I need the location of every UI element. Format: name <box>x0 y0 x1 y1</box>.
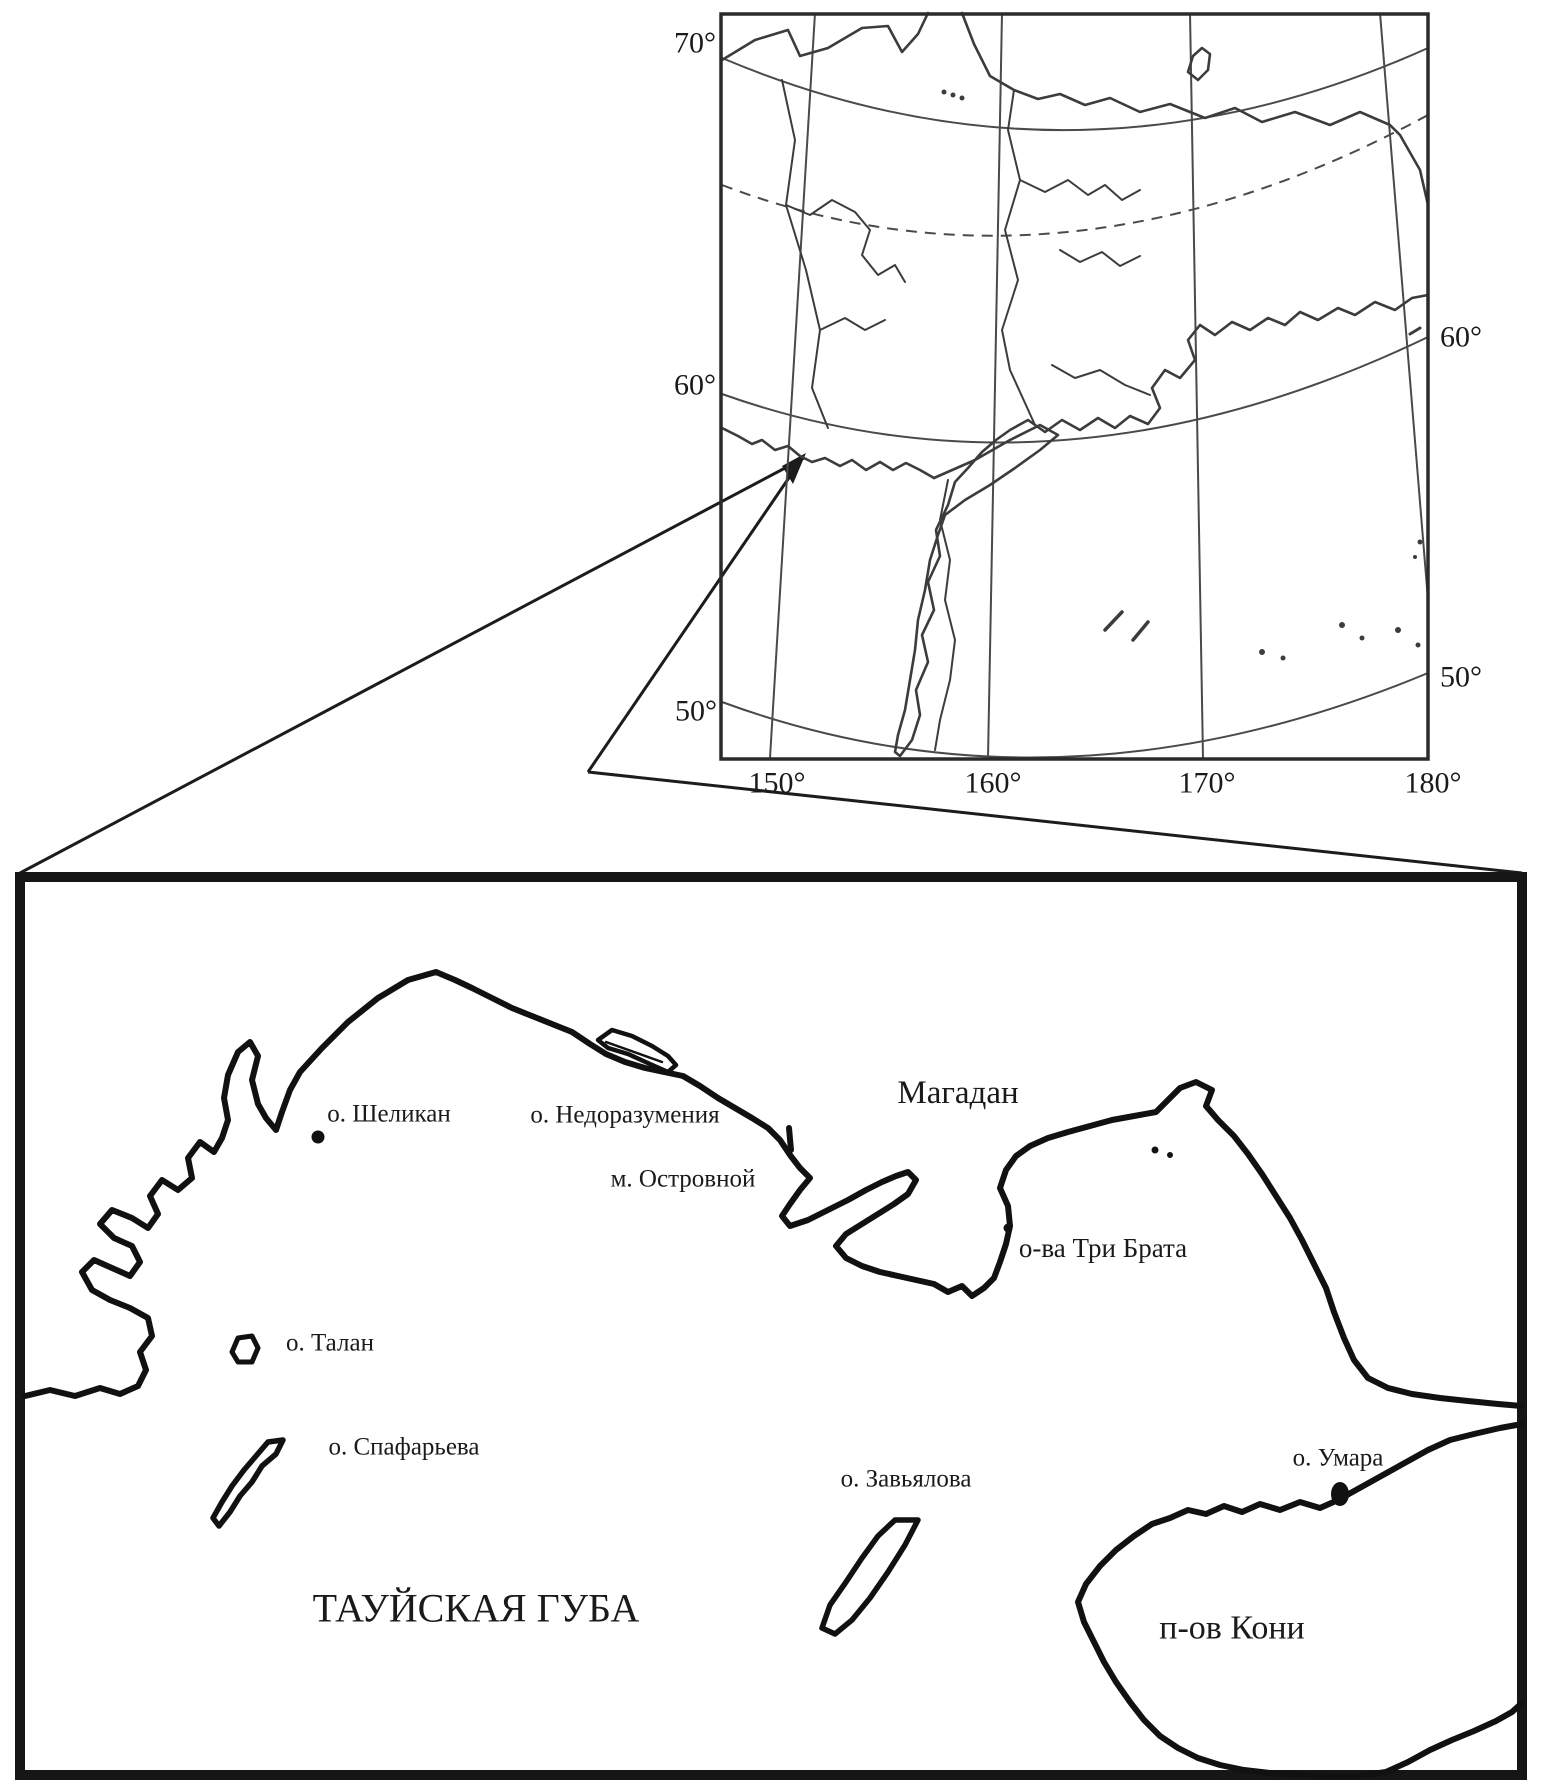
coast-rock-1 <box>1152 1147 1159 1154</box>
aleutian-dot-3 <box>1339 622 1345 628</box>
aleutian-dot-2 <box>1281 656 1286 661</box>
aleutian-dot-6 <box>1416 643 1421 648</box>
label-shelikan: о. Шеликан <box>327 1100 451 1128</box>
meridian-160 <box>988 13 1002 758</box>
coast-arctic-west <box>722 13 928 60</box>
locator-wedge <box>20 458 1522 873</box>
coast-dot-1 <box>942 90 947 95</box>
lat-label-60-right: 60° <box>1440 320 1482 354</box>
aleutian-dot-1 <box>1259 649 1265 655</box>
parallel-arctic-circle-dashed <box>722 115 1428 236</box>
river-west-branch <box>786 200 905 282</box>
meridian-170 <box>1190 13 1203 758</box>
aleutian-dot-4 <box>1360 636 1365 641</box>
river-west-branch2 <box>820 318 885 330</box>
label-talan: о. Талан <box>286 1329 374 1357</box>
sea-dot-2 <box>1413 555 1417 559</box>
lat-label-50-left: 50° <box>675 694 717 728</box>
aleutian-dot-5 <box>1395 627 1401 633</box>
coast-dot-3 <box>960 96 965 101</box>
wedge-line-right <box>588 772 1522 873</box>
lat-label-70-left: 70° <box>674 26 716 60</box>
shelikan-island-dot <box>312 1131 325 1144</box>
wedge-line-left <box>20 458 804 873</box>
label-ostrovnoy: м. Островной <box>610 1165 756 1193</box>
label-tauyskaya-guba: ТАУЙСКАЯ ГУБА <box>312 1585 640 1631</box>
parallel-50 <box>722 673 1428 758</box>
island-sliver-1 <box>1105 612 1122 630</box>
coast-okhotsk-north <box>722 428 934 478</box>
label-nedorazumeniya: о. Недоразумения <box>530 1101 720 1129</box>
coast-dot-2 <box>951 93 956 98</box>
parallel-70 <box>722 48 1428 130</box>
coast-rock-2 <box>1167 1152 1173 1158</box>
label-magadan: Магадан <box>897 1075 1019 1111</box>
tri-brata-island-dot <box>1004 1224 1013 1233</box>
lon-label-160: 160° <box>964 766 1022 800</box>
river-central <box>1002 90 1035 425</box>
sea-dot-1 <box>1418 540 1423 545</box>
coast-chukotka-north <box>962 13 1428 205</box>
lon-label-170: 170° <box>1178 766 1236 800</box>
river-central-branch <box>1020 180 1140 200</box>
kamchatka-interior-line <box>935 480 955 750</box>
lon-label-150: 150° <box>748 766 806 800</box>
detail-map <box>20 877 1522 1776</box>
river-central-branch2 <box>1060 250 1140 266</box>
label-spafaryeva: о. Спафарьева <box>328 1433 480 1461</box>
island-sliver-2 <box>1133 622 1148 640</box>
lat-label-50-right: 50° <box>1440 660 1482 694</box>
river-anadyr <box>1052 365 1150 395</box>
river-west <box>782 80 828 428</box>
overview-coastlines <box>722 13 1428 756</box>
lon-label-180: 180° <box>1404 766 1462 800</box>
overview-frame <box>721 14 1428 759</box>
umara-island-dot <box>1331 1482 1349 1506</box>
label-tri-brata: о-ва Три Брата <box>1018 1233 1188 1263</box>
label-umara: о. Умара <box>1292 1444 1384 1472</box>
island-sliver-3 <box>1410 328 1420 334</box>
lat-label-60-left: 60° <box>674 368 716 402</box>
overview-graticule <box>722 13 1428 758</box>
islet-tick <box>789 1128 791 1150</box>
coast-kamchatka <box>895 295 1428 756</box>
label-koni: п-ов Кони <box>1159 1609 1305 1647</box>
overview-map <box>674 13 1482 800</box>
label-zavyalova: о. Завьялова <box>840 1465 972 1493</box>
